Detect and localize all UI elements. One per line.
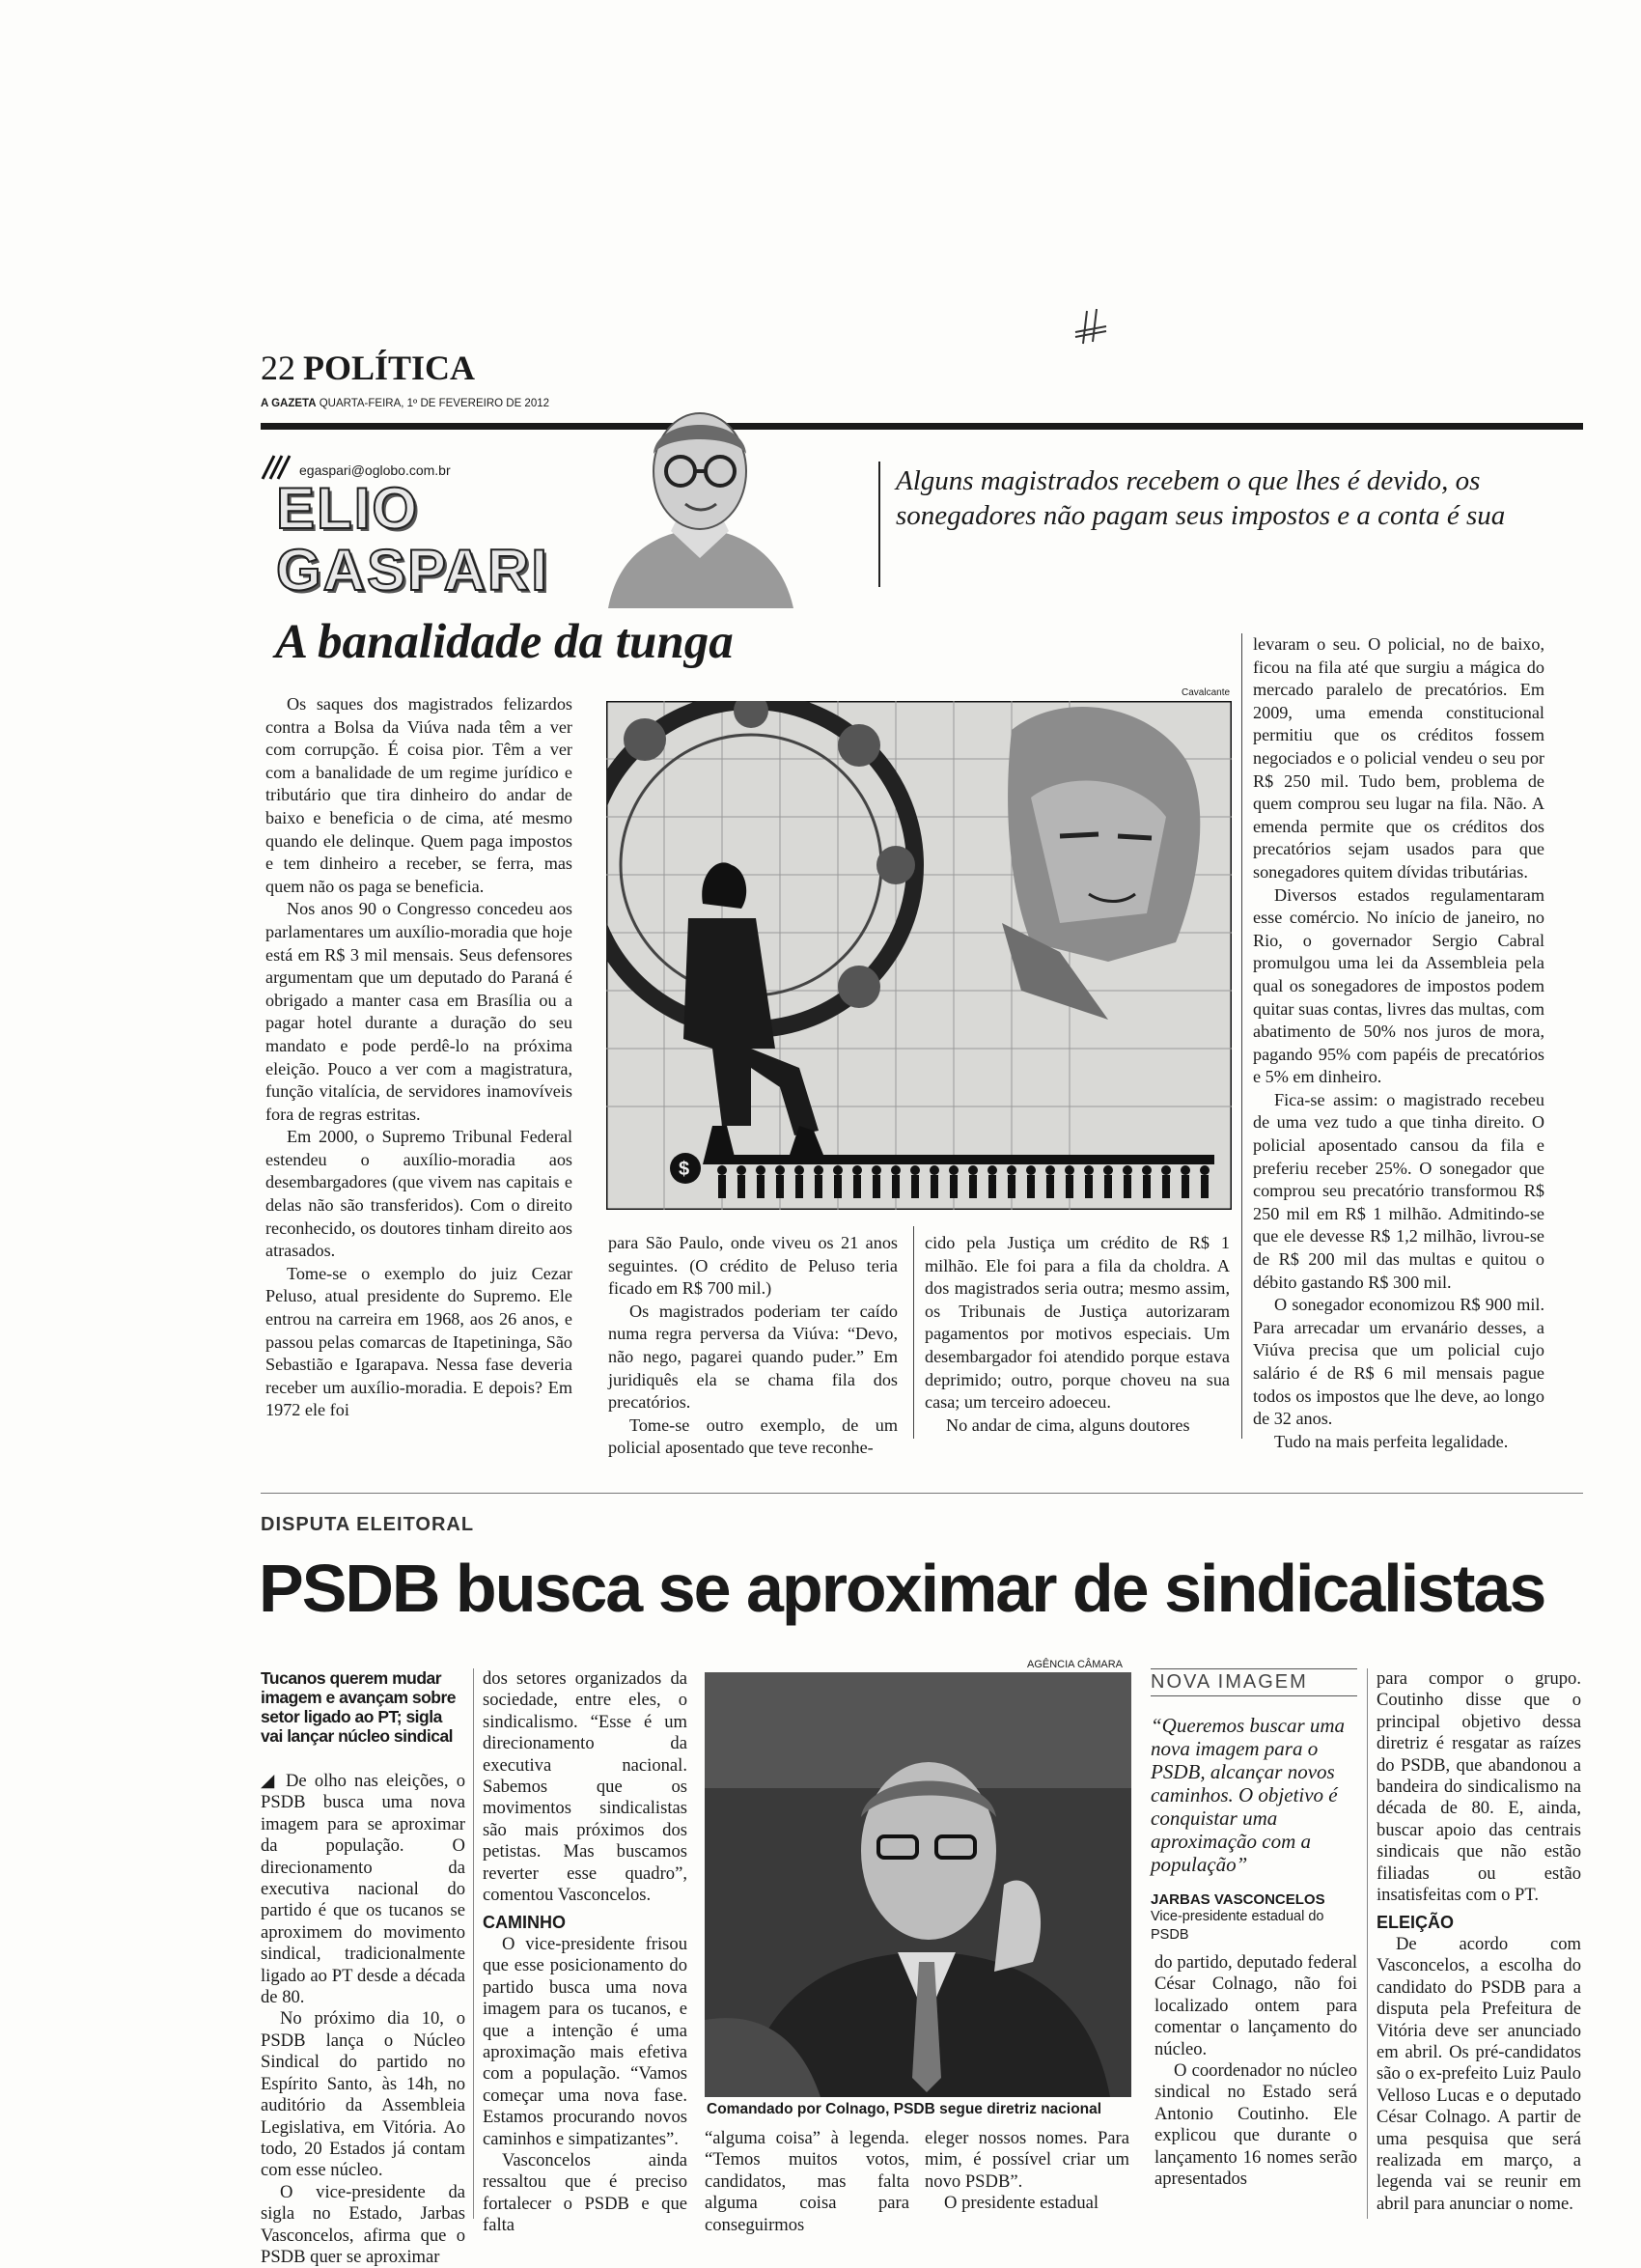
paragraph: Em 2000, o Supremo Tribunal Federal estendeu o auxílio-moradia aos desembargadores (que vivem nas capitais e delas não são transferidos). Com o direito reconhecido, os doutores tinham direito aos atrasados. bbox=[265, 1127, 572, 1261]
paragraph: dos setores organizados da sociedade, entre eles, o sindicalismo. “Esse é um direcionamento da executiva nacional. Sabemos que os movimentos sindicalistas são mais próximos dos petistas. Mas buscamos reverter esse quadro”, comentou Vasconcelos. bbox=[483, 1668, 687, 1906]
paragraph: Tome-se outro exemplo, de um policial aposentado que teve reconhe- bbox=[608, 1414, 898, 1458]
article-column-1 bbox=[265, 693, 572, 1422]
article-headline: A banalidade da tunga bbox=[275, 615, 734, 669]
paragraph: O presidente estadual bbox=[944, 2193, 1099, 2214]
paragraph: Tome-se o exemplo do juiz Cezar Peluso, atual presidente do Supremo. Ele entrou na carreira em 1968, aos 26 anos, e passou pelas comarcas de Itapetininga, São Sebastião e Igarapava. Nessa fase deveria receber um auxílio-moradia. E depois? Em 1972 ele foi bbox=[265, 1263, 572, 1420]
page-number: 22 bbox=[261, 349, 295, 387]
dateline: QUARTA-FEIRA, 1º DE FEVEREIRO DE 2012 bbox=[319, 398, 550, 409]
paragraph: Os saques dos magistrados felizardos contra a Bolsa da Viúva nada têm a ver com corrupção. É coisa pior. Têm a ver com a banalidade de um regime jurídico e tributário que tira dinheiro do andar de baixo e beneficia o de cima, até mesmo quando ele delinque. Quem paga impostos e tem dinheiro a receber, se ferra, mas quem não os paga se beneficia. bbox=[265, 694, 572, 896]
column-divider bbox=[913, 1226, 914, 1439]
article-illustration bbox=[606, 701, 1232, 1210]
pull-quote: “Queremos buscar uma nova imagem para o PSDB, alcançar novos caminhos. O objetivo é conquistar uma aproximação com a população” bbox=[1151, 1714, 1346, 1876]
header-rule bbox=[261, 423, 1583, 430]
article-photo bbox=[705, 1672, 1131, 2097]
bullet-icon: ◢ bbox=[261, 1771, 286, 1791]
paragraph-text: De olho nas eleições, o PSDB busca uma nova imagem para se aproximar da população. O direcionamento da executiva nacional do partido é que os tucanos se aproximem do movimento sindical, tradicionalmente ligado ao PT desde a década de 80. bbox=[261, 1771, 465, 2008]
article-deck: Tucanos querem mudar imagem e avançam sobre setor ligado ao PT; sigla vai lançar núcleo sindical bbox=[261, 1668, 457, 1746]
handwritten-mark bbox=[1070, 307, 1112, 346]
paragraph: levaram o seu. O policial, no de baixo, ficou na fila até que surgiu a mágica do mercado paralelo de precatórios. Em 2009, uma emenda constitucional permitiu que os créditos fossem negociados e o policial vendeu o seu por R$ 250 mil. Tudo bem, problema de quem comprou seu lugar na fila. Não. A emenda permite que os créditos dos precatórios sejam usados para que sonegadores quitem dívidas tributárias. bbox=[1253, 634, 1544, 882]
paragraph: No próximo dia 10, o PSDB lança o Núcleo Sindical do partido no Espírito Santo, às 14h, no auditório da Assembleia Legislativa, em Vitória. Ao todo, 20 Estados já contam com esse núcleo. bbox=[261, 2008, 465, 2181]
photo-credit: AGÊNCIA CÂMARA bbox=[1027, 1659, 1124, 1670]
paragraph: Diversos estados regulamentaram esse comércio. No início de janeiro, no Rio, o governador Sergio Cabral promulgou uma lei da Assembleia pela qual os sonegadores de impostos podem quitar suas contas, livres das multas, com abatimento de 50% nos juros de mora, pagando 95% com papéis de precatórios e 5% em dinheiro. bbox=[1253, 884, 1544, 1087]
quote-box bbox=[1151, 1668, 1357, 1945]
photo-caption: Comandado por Colnago, PSDB segue diretriz nacional bbox=[707, 2101, 1102, 2117]
column-divider bbox=[473, 1668, 474, 2219]
columnist-tagline: Alguns magistrados recebem o que lhes é devido, os sonegadores não pagam seus impostos e a conta é sua bbox=[896, 465, 1506, 531]
paragraph: O vice-presidente frisou que esse posicionamento do partido busca uma nova imagem para os tucanos, e que a intenção é uma aproximação mais efetiva com a população. “Vamos começar uma nova fase. Estamos procurando novos caminhos e simpatizantes”. bbox=[483, 1933, 687, 2149]
svg-text:$: $ bbox=[679, 1159, 690, 1180]
article-column-5 bbox=[1154, 1952, 1357, 2190]
section-rule bbox=[261, 1493, 1583, 1494]
paragraph: para São Paulo, onde viveu os 21 anos seguintes. (O crédito de Peluso teria ficado em R$ 700 mil.) bbox=[608, 1233, 898, 1299]
article-column-3 bbox=[705, 2128, 909, 2236]
page-header bbox=[261, 348, 1583, 425]
subhead: ELEIÇÃO bbox=[1377, 1913, 1455, 1933]
column-divider bbox=[1367, 1668, 1368, 2219]
paragraph: Os magistrados poderiam ter caído numa regra perversa da Viúva: “Devo, não nego, pagarei quando puder.” Em juridiquês ela se chama fila dos precatórios. bbox=[608, 1301, 898, 1413]
columnist-last-name: GASPARI bbox=[276, 538, 549, 602]
column-divider bbox=[1241, 633, 1242, 1439]
article-column-2 bbox=[483, 1668, 687, 2237]
paragraph: para compor o grupo. Coutinho disse que o principal objetivo dessa diretriz é resgatar as raízes do PSDB, que abandonou a bandeira do sindicalismo na década de 80. E, ainda, buscar apoio das centrais sindicais que não estão filiadas ou estão insatisfeitas com o PT. bbox=[1377, 1668, 1581, 1906]
paragraph: eleger nossos nomes. Para mim, é possível criar um novo PSDB”. bbox=[925, 2128, 1129, 2192]
paper-name: A GAZETA bbox=[261, 398, 317, 409]
article-column-2 bbox=[608, 1232, 898, 1460]
columnist-first-name: ELIO bbox=[276, 476, 420, 541]
article-column-1 bbox=[261, 1771, 465, 2268]
subhead: CAMINHO bbox=[483, 1913, 566, 1933]
paragraph: O sonegador economizou R$ 900 mil. Para arrecadar um ervanário desses, a Viúva precisa que um policial cujo salário é de R$ 6 mil mensais pague todos os impostos que lhe deve, ao longo de 32 anos. bbox=[1253, 1295, 1544, 1429]
tagline-divider bbox=[878, 462, 880, 587]
section-name: POLÍTICA bbox=[303, 349, 476, 387]
quote-box-label: NOVA IMAGEM bbox=[1151, 1668, 1357, 1696]
paragraph: Tudo na mais perfeita legalidade. bbox=[1274, 1431, 1509, 1451]
columnist-email: egaspari@oglobo.com.br bbox=[299, 462, 451, 478]
paragraph: Fica-se assim: o magistrado recebeu de uma vez tudo a que tinha direito. O policial aposentado cansou da fila e preferiu receber 25%. O sonegador que comprou seu precatório transformou R$ 250 mil em R$ 1 milhão. Admitindo-se que ele devesse R$ 1,2 milhão, livrou-se de R$ 200 mil das multas e quitou o débito gastando R$ 300 mil. bbox=[1253, 1089, 1544, 1292]
paragraph: “alguma coisa” à legenda. “Temos muitos votos, candidatos, mas falta alguma coisa para conseguirmos bbox=[705, 2128, 909, 2235]
columnist-photo bbox=[589, 386, 811, 608]
illustration-credit: Cavalcante bbox=[1182, 687, 1231, 698]
paragraph: No andar de cima, alguns doutores bbox=[946, 1414, 1190, 1435]
article-column-3 bbox=[925, 1232, 1230, 1437]
article-headline: PSDB busca se aproximar de sindicalistas bbox=[259, 1551, 1545, 1626]
article-column-4 bbox=[925, 2128, 1129, 2215]
paragraph: O coordenador no núcleo sindical no Estado será Antonio Coutinho. Ele explicou que durante o lançamento 16 nomes serão apresentados bbox=[1154, 2060, 1357, 2190]
paragraph bbox=[261, 1771, 465, 2008]
quote-source-name: JARBAS VASCONCELOS bbox=[1151, 1891, 1325, 1908]
paragraph: De acordo com Vasconcelos, a escolha do candidato do PSDB para a disputa pela Prefeitura de Vitória deve ser anunciado em abril. Os pré-candidatos são o ex-prefeito Luiz Paulo Velloso Lucas e o deputado César Colnago. A partir de uma pesquisa que será realizada em março, a legenda vai se reunir em abril para anunciar o nome. bbox=[1377, 1933, 1581, 2214]
article-column-6 bbox=[1377, 1668, 1581, 2215]
paragraph: Nos anos 90 o Congresso concedeu aos parlamentares um auxílio-moradia que hoje está em R$ 3 mil mensais. Seus defensores argumentam que um deputado do Paraná é obrigado a manter casa em Brasília ou a pagar hotel durante a duração do seu mandato e pode perdê-lo na próxima eleição. Pouco a ver com a magistratura, função vitalícia, de servidores inamovíveis fora de regras estritas. bbox=[265, 899, 572, 1124]
article-kicker: DISPUTA ELEITORAL bbox=[261, 1514, 475, 1535]
article-column-4 bbox=[1253, 633, 1544, 1453]
quote-source-role: Vice-presidente estadual do PSDB bbox=[1151, 1909, 1324, 1943]
paragraph: O vice-presidente da sigla no Estado, Jarbas Vasconcelos, afirma que o PSDB quer se aproximar bbox=[261, 2181, 465, 2267]
paragraph: cido pela Justiça um crédito de R$ 1 milhão. Ele foi para a fila da choldra. A dos magistrados seria outra; mesmo assim, os Tribunais de Justiça autorizaram pagamentos por motivos especiais. Um desembargador foi atendido porque estava deprimido; outro, porque choveu na sua casa; um terceiro adoeceu. bbox=[925, 1233, 1230, 1413]
paragraph: do partido, deputado federal César Colnago, não foi localizado ontem para comentar o lançamento do núcleo. bbox=[1154, 1952, 1357, 2059]
paragraph: Vasconcelos ainda ressaltou que é preciso fortalecer o PSDB e que falta bbox=[483, 2149, 687, 2236]
